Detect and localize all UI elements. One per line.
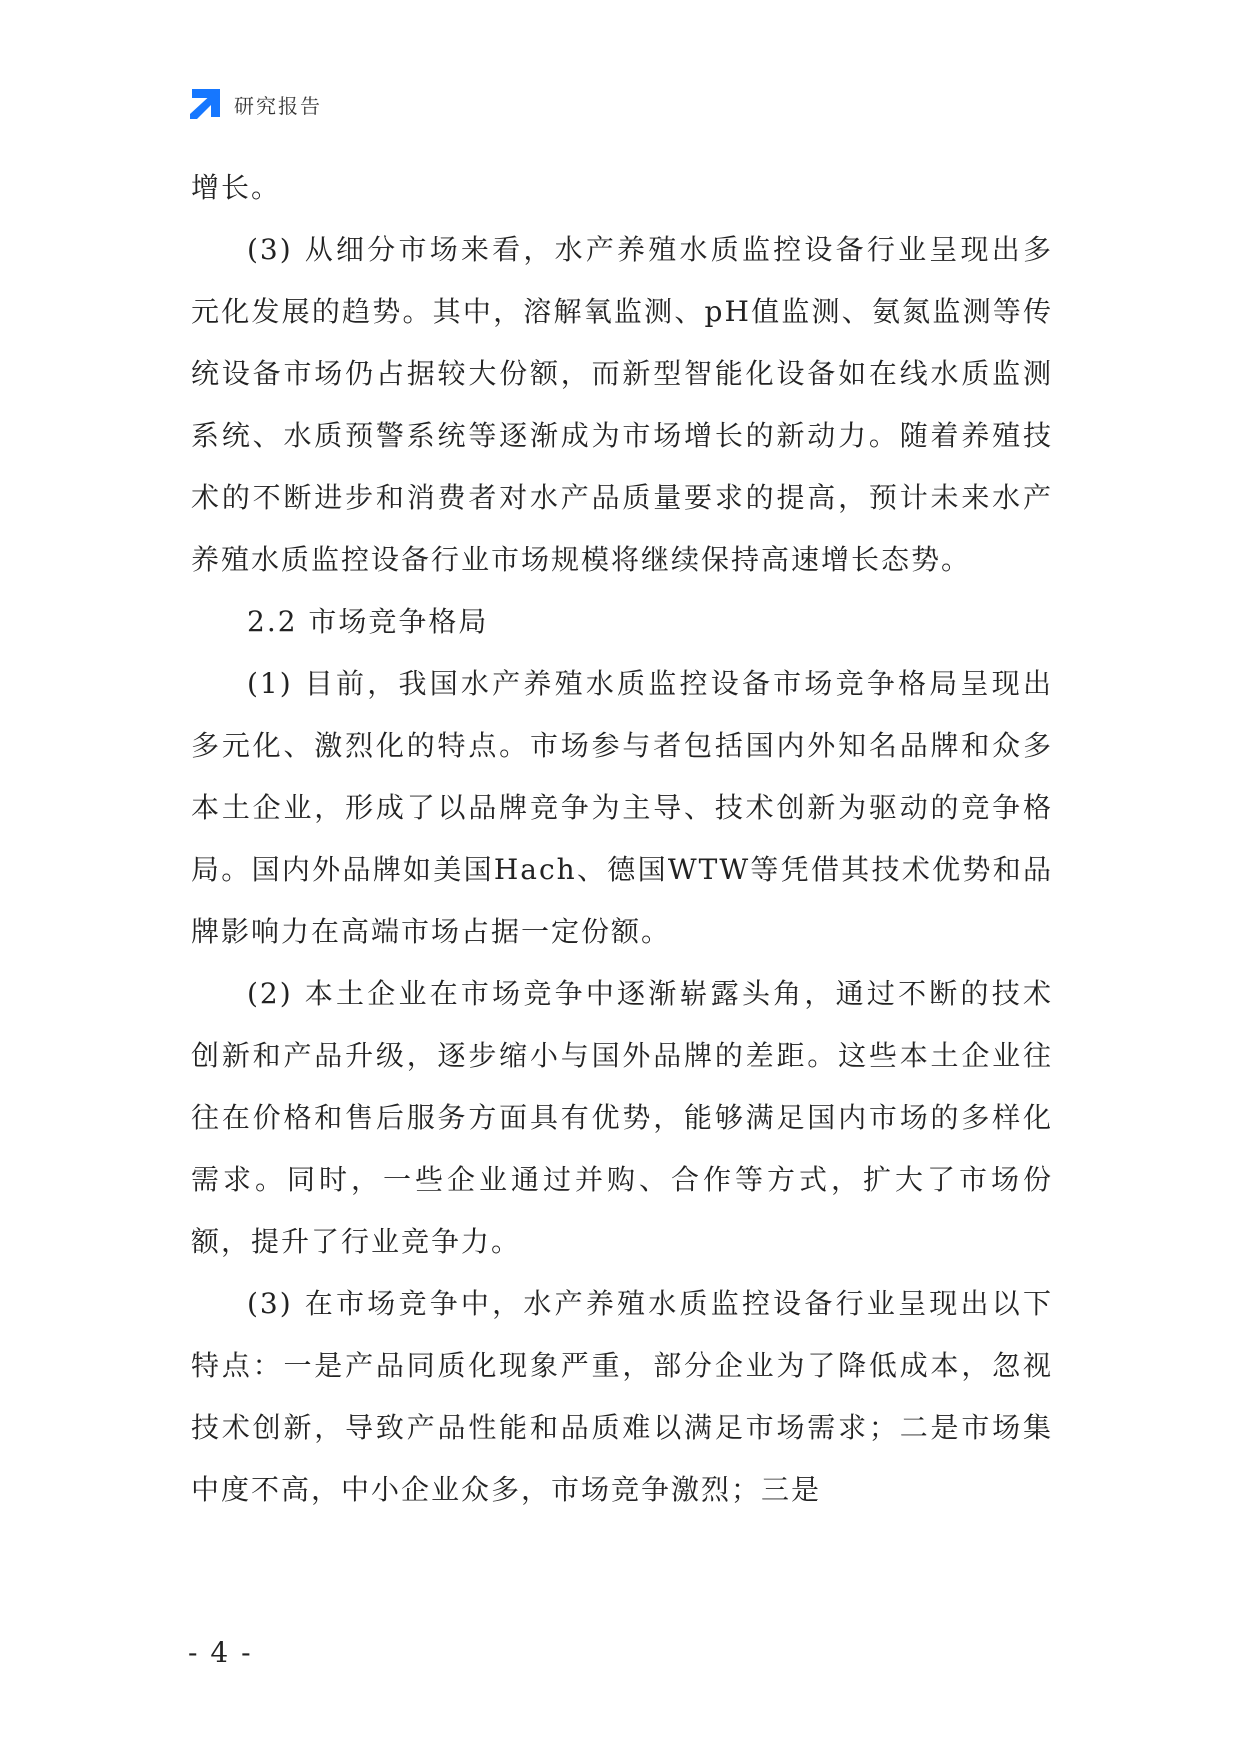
paragraph-market-features: (3) 在市场竞争中，水产养殖水质监控设备行业呈现出以下特点：一是产品同质化现象严重，部分企业为了降低成本，忽视技术创新，导致产品性能和品质难以满足市场需求；二是市场集中度不高，中小企业众多，市场竞争激烈；三是 <box>191 1287 1053 1506</box>
page-number: - 4 - <box>188 1636 253 1669</box>
paragraph-competition-overview: (1) 目前，我国水产养殖水质监控设备市场竞争格局呈现出多元化、激烈化的特点。市场参与者包括国内外知名品牌和众多本土企业，形成了以品牌竞争为主导、技术创新为驱动的竞争格局。国内外品牌如美国Hach、德国WTW等凭借其技术优势和品牌影响力在高端市场占据一定份额。 <box>191 667 1053 948</box>
header-title: 研究报告 <box>234 93 322 118</box>
paragraph-segment-trend: (3) 从细分市场来看，水产养殖水质监控设备行业呈现出多元化发展的趋势。其中，溶解氧监测、pH值监测、氨氮监测等传统设备市场仍占据较大份额，而新型智能化设备如在线水质监测系统、水质预警系统等逐渐成为市场增长的新动力。随着养殖技术的不断进步和消费者对水产品质量要求的提高，预计未来水产养殖水质监控设备行业市场规模将继续保持高速增长态势。 <box>191 233 1053 576</box>
section-heading: 2.2 市场竞争格局 <box>247 605 489 638</box>
arrow-up-right-icon <box>188 87 222 121</box>
paragraph-local-enterprises: (2) 本土企业在市场竞争中逐渐崭露头角，通过不断的技术创新和产品升级，逐步缩小与国外品牌的差距。这些本土企业往往在价格和售后服务方面具有优势，能够满足国内市场的多样化需求。同时，一些企业通过并购、合作等方式，扩大了市场份额，提升了行业竞争力。 <box>191 977 1053 1258</box>
paragraph-continuation: 增长。 <box>191 171 282 204</box>
document-body <box>191 157 1053 1521</box>
page-header <box>188 86 322 122</box>
